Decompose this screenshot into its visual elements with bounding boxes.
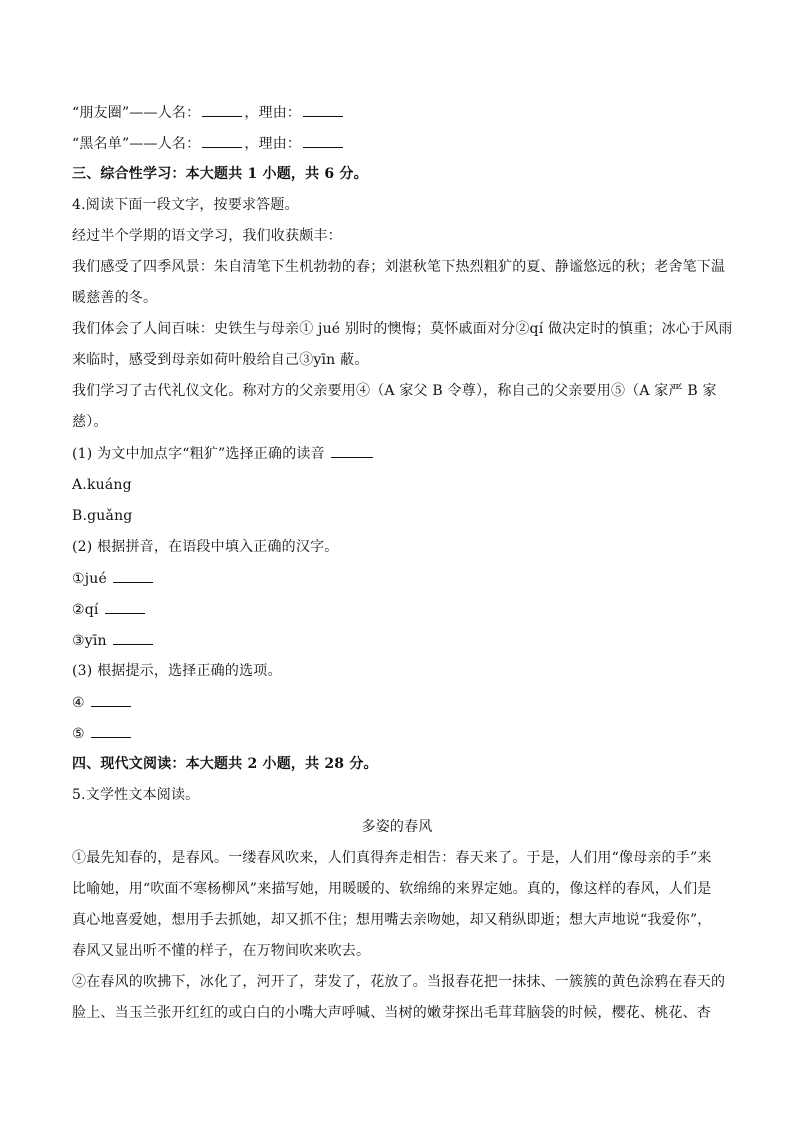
subquestion-1 [72,443,722,464]
article-line: 真心地喜爱她，想用手去抓她，却又抓不住；想用嘴去亲吻她，却又稍纵即逝；想大声地说“我爱你”， [72,912,712,928]
paragraph-line: 经过半个学期的语文学习，我们收获颇丰： [72,228,342,244]
paragraph-line: 我们学习了古代礼仪文化。称对方的父亲要用④（A 家父 B 令尊），称自己的父亲要用⑤（A 家严 B 家 [72,383,717,399]
section-heading-3: 三、综合性学习：本大题共 1 小题，共 6 分。 [72,166,368,182]
blacklist-prompt: “黑名单”——人名： [72,136,201,152]
answer-blank[interactable] [113,630,153,645]
choice-5-label: ⑤ [72,726,85,742]
answer-blank[interactable] [202,102,242,117]
reason-prompt: ，理由： [244,105,302,121]
fill-jue [72,568,722,589]
fill-jue-label: ①jué [72,571,107,587]
paragraph-line: 来临时，感受到母亲如荷叶般给自己③yīn 蔽。 [72,352,369,368]
reason-prompt: ，理由： [244,136,302,152]
article-line: 春风又显出听不懂的样子，在万物间吹来吹去。 [72,943,371,959]
answer-blank[interactable] [303,102,343,117]
fill-yin-label: ③yīn [72,633,107,649]
paragraph-line: 我们感受了四季风景：朱自清笔下生机勃勃的春；刘湛秋笔下热烈粗犷的夏、静谧悠远的秋；老舍笔下温 [72,259,726,275]
article-line: 比喻她，用“吹面不寒杨柳风”来描写她，用暖暖的、软绵绵的来界定她。真的，像这样的春风，人们是 [72,881,712,897]
choice-4-label: ④ [72,695,85,711]
section-heading-4: 四、现代文阅读：本大题共 2 小题，共 28 分。 [72,756,378,772]
article-title: 多姿的春风 [361,819,433,835]
answer-blank[interactable] [202,133,242,148]
friends-circle-line [72,102,722,123]
paragraph-line: 慈）。 [72,414,108,430]
article-line: ①最先知春的，是春风。一缕春风吹来，人们真得奔走相告：春天来了。于是，人们用“像母亲的手”来 [72,850,712,866]
article-line: 脸上、当玉兰张开红红的或白白的小嘴大声呼喊、当树的嫩芽探出毛茸茸脑袋的时候，樱花、桃花、杏 [72,1005,711,1021]
answer-blank[interactable] [91,723,131,738]
fill-yin [72,630,722,651]
choice-5 [72,723,722,744]
answer-blank[interactable] [303,133,343,148]
article-line: ②在春风的吹拂下，冰化了，河开了，芽发了，花放了。当报春花把一抹抹、一簇簇的黄色涂鸦在春天的 [72,974,726,990]
question-4-title: 4.阅读下面一段文字，按要求答题。 [72,197,299,213]
blacklist-line [72,133,722,154]
answer-blank[interactable] [105,599,145,614]
question-5-title: 5.文学性文本阅读。 [72,787,200,803]
paragraph-line: 我们体会了人间百味：史铁生与母亲① jué 别时的懊悔；莫怀戚面对分②qí 做决定时的慎重；冰心于风雨 [72,321,733,337]
subquestion-1-text: (1) 为文中加点字“粗犷”选择正确的读音 [72,446,325,462]
friends-circle-prompt: “朋友圈”——人名： [72,105,201,121]
answer-blank[interactable] [91,692,131,707]
answer-blank[interactable] [331,443,373,458]
answer-blank[interactable] [113,568,153,583]
choice-4 [72,692,722,713]
option-a[interactable]: A.kuáng [72,477,132,493]
subquestion-2: (2) 根据拼音，在语段中填入正确的汉字。 [72,539,339,555]
fill-qi-label: ②qí [72,602,99,618]
paragraph-line: 暖慈善的冬。 [72,290,158,306]
fill-qi [72,599,722,620]
option-b[interactable]: B.guǎng [72,508,133,524]
subquestion-3: (3) 根据提示，选择正确的选项。 [72,663,282,679]
